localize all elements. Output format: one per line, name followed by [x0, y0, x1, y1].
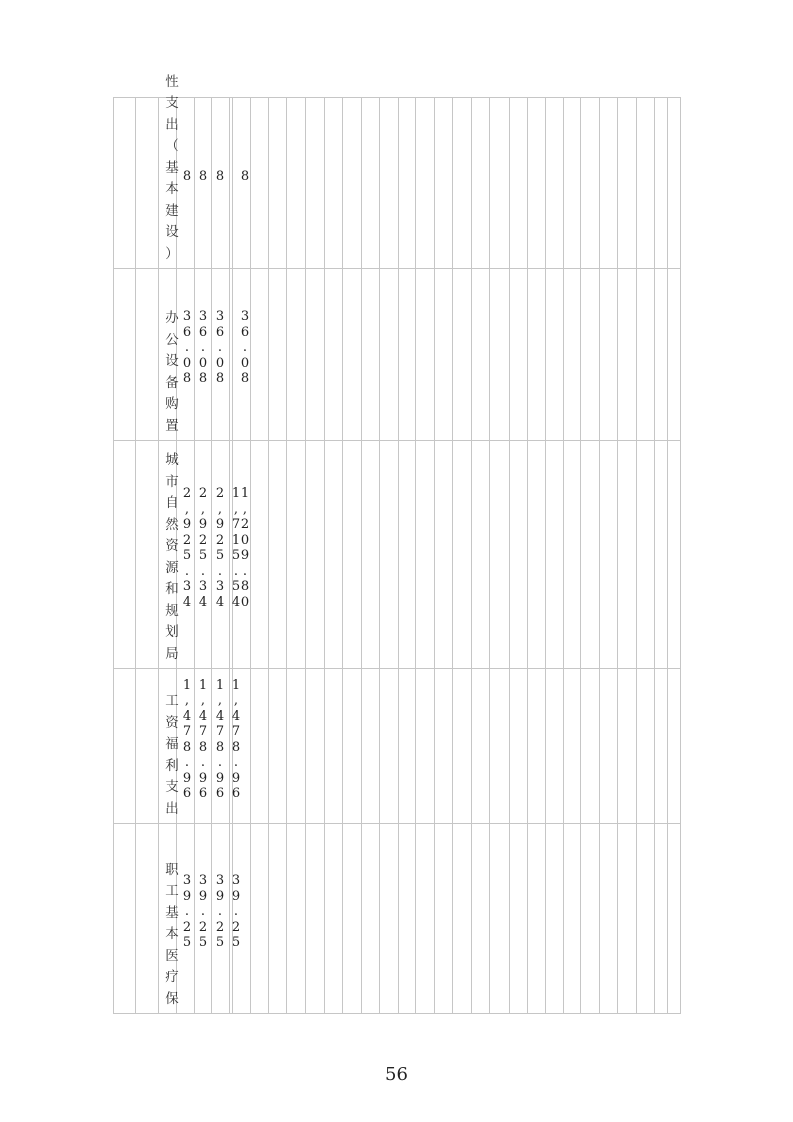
column-divider — [324, 97, 325, 1013]
column-divider — [599, 97, 600, 1013]
table-cell-value: 1 , 4 7 8 . 9 6 — [198, 677, 208, 801]
page-number: 56 — [385, 1064, 408, 1085]
column-divider — [342, 97, 343, 1013]
column-divider — [617, 97, 618, 1013]
column-divider — [379, 97, 380, 1013]
column-divider — [415, 97, 416, 1013]
column-divider — [113, 97, 114, 1013]
table-cell-value: 8 — [240, 168, 250, 184]
table-cell-value: 1 , 7 1 5 . 5 4 — [231, 486, 241, 610]
column-divider — [654, 97, 655, 1013]
row-divider — [113, 268, 681, 269]
column-divider — [268, 97, 269, 1013]
column-divider — [509, 97, 510, 1013]
column-divider — [563, 97, 564, 1013]
column-divider — [636, 97, 637, 1013]
table-cell-value: 3 6 . 0 8 — [198, 309, 208, 387]
row-label: 办 公 设 备 购 置 — [165, 310, 179, 434]
column-divider — [211, 97, 212, 1013]
column-divider — [489, 97, 490, 1013]
table-cell-value: 8 — [198, 168, 208, 184]
table-cell-value: 1 , 4 7 8 . 9 6 — [215, 677, 225, 801]
column-divider — [398, 97, 399, 1013]
row-divider — [113, 1013, 681, 1014]
row-label: 性 支 出 （ 基 本 建 设 ） — [165, 73, 179, 262]
table-cell-value: 8 — [182, 168, 192, 184]
table-cell-value: 2 , 9 2 5 . 3 4 — [198, 486, 208, 610]
table-cell-value: 2 , 9 2 5 . 3 4 — [182, 486, 192, 610]
table-cell-value: 2 , 9 2 5 . 3 4 — [215, 486, 225, 610]
row-divider — [113, 97, 681, 98]
column-divider — [471, 97, 472, 1013]
column-divider — [434, 97, 435, 1013]
column-divider — [305, 97, 306, 1013]
row-label: 工 资 福 利 支 出 — [165, 693, 179, 817]
column-divider — [158, 97, 159, 1013]
row-divider — [113, 440, 681, 441]
column-divider — [580, 97, 581, 1013]
column-divider — [545, 97, 546, 1013]
column-divider — [194, 97, 195, 1013]
table-cell-value: 8 — [215, 168, 225, 184]
table-cell-value: 1 , 2 0 9 . 8 0 — [240, 486, 250, 610]
table-cell-value: 3 6 . 0 8 — [215, 309, 225, 387]
table-cell-value: 3 9 . 2 5 — [231, 873, 241, 951]
column-divider — [135, 97, 136, 1013]
table-cell-value: 1 , 4 7 8 . 9 6 — [182, 677, 192, 801]
table-cell-value: 3 6 . 0 8 — [240, 309, 250, 387]
table-cell-value: 3 6 . 0 8 — [182, 309, 192, 387]
row-divider — [113, 668, 681, 669]
column-divider — [667, 97, 668, 1013]
column-divider — [527, 97, 528, 1013]
column-divider — [361, 97, 362, 1013]
table-cell-value: 3 9 . 2 5 — [182, 873, 192, 951]
row-label: 职 工 基 本 医 疗 保 — [165, 861, 179, 1007]
table-cell-value: 1 , 4 7 8 . 9 6 — [231, 677, 241, 801]
column-divider — [680, 97, 681, 1013]
column-divider — [452, 97, 453, 1013]
column-divider — [286, 97, 287, 1013]
table-cell-value: 3 9 . 2 5 — [215, 873, 225, 951]
row-label: 城 市 自 然 资 源 和 规 划 局 — [165, 452, 179, 662]
row-divider — [113, 823, 681, 824]
table-cell-value: 3 9 . 2 5 — [198, 873, 208, 951]
